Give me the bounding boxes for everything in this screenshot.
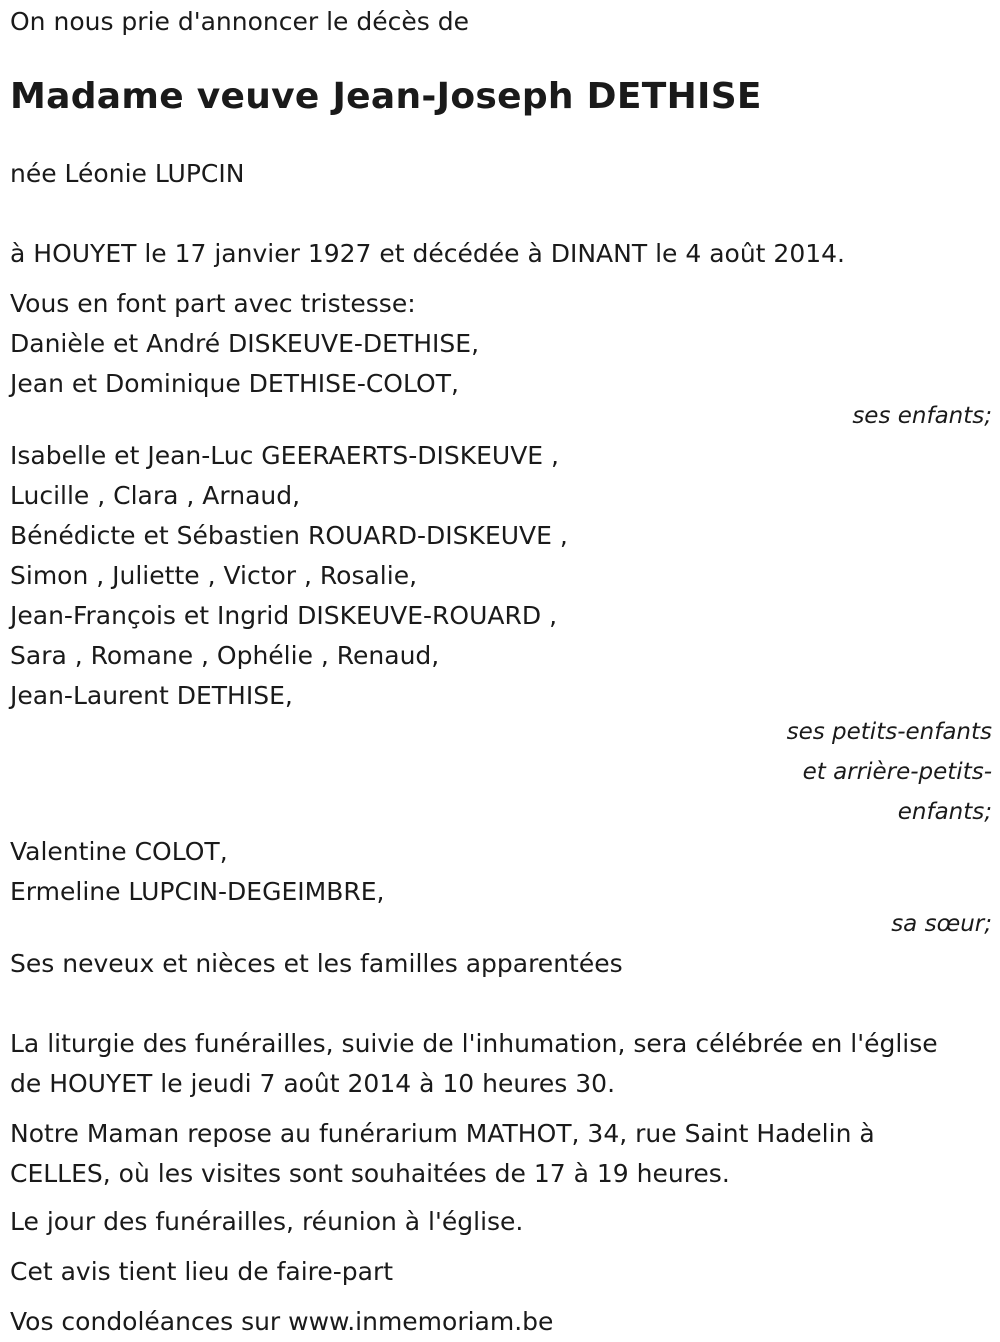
maiden-name: née Léonie LUPCIN xyxy=(10,159,245,188)
grandchild-line: Lucille , Clara , Arnaud, xyxy=(10,481,301,510)
grandchild-line: Sara , Romane , Ophélie , Renaud, xyxy=(10,641,440,670)
condolences-link[interactable]: Vos condoléances sur www.inmemoriam.be xyxy=(10,1307,554,1336)
birth-death-text: à HOUYET le 17 janvier 1927 et décédée à DINANT le 4 août 2014. xyxy=(10,239,845,268)
notice-text: Cet avis tient lieu de faire-part xyxy=(10,1257,394,1286)
grandchildren-role: et arrière-petits- xyxy=(802,759,992,785)
child-line: Jean et Dominique DETHISE-COLOT, xyxy=(10,369,459,398)
grandchild-line: Bénédicte et Sébastien ROUARD-DISKEUVE , xyxy=(10,521,568,550)
share-intro: Vous en font part avec tristesse: xyxy=(10,289,416,318)
deceased-name: Madame veuve Jean-Joseph DETHISE xyxy=(10,76,762,117)
intro-text: On nous prie d'annoncer le décès de xyxy=(10,7,469,36)
funerarium-text: Notre Maman repose au funérarium MATHOT, 34, rue Saint Hadelin à xyxy=(10,1119,875,1148)
child-line: Danièle et André DISKEUVE-DETHISE, xyxy=(10,329,480,358)
grandchildren-role: ses petits-enfants xyxy=(786,719,992,745)
obituary-notice xyxy=(10,0,992,1342)
grandchild-line: Jean-François et Ingrid DISKEUVE-ROUARD , xyxy=(10,601,558,630)
grandchild-line: Simon , Juliette , Victor , Rosalie, xyxy=(10,561,418,590)
sister-role: sa sœur; xyxy=(891,911,992,937)
grandchild-line: Jean-Laurent DETHISE, xyxy=(10,681,293,710)
liturgy-text: de HOUYET le jeudi 7 août 2014 à 10 heures 30. xyxy=(10,1069,616,1098)
family-text: Ses neveux et nièces et les familles apparentées xyxy=(10,949,623,978)
sister-line: Valentine COLOT, xyxy=(10,837,228,866)
grandchildren-role: enfants; xyxy=(897,799,992,825)
grandchild-line: Isabelle et Jean-Luc GEERAERTS-DISKEUVE , xyxy=(10,441,559,470)
funerarium-text: CELLES, où les visites sont souhaitées de 17 à 19 heures. xyxy=(10,1159,730,1188)
children-role: ses enfants; xyxy=(852,403,992,429)
sister-line: Ermeline LUPCIN-DEGEIMBRE, xyxy=(10,877,385,906)
liturgy-text: La liturgie des funérailles, suivie de l'inhumation, sera célébrée en l'église xyxy=(10,1029,938,1058)
meeting-text: Le jour des funérailles, réunion à l'église. xyxy=(10,1207,524,1236)
